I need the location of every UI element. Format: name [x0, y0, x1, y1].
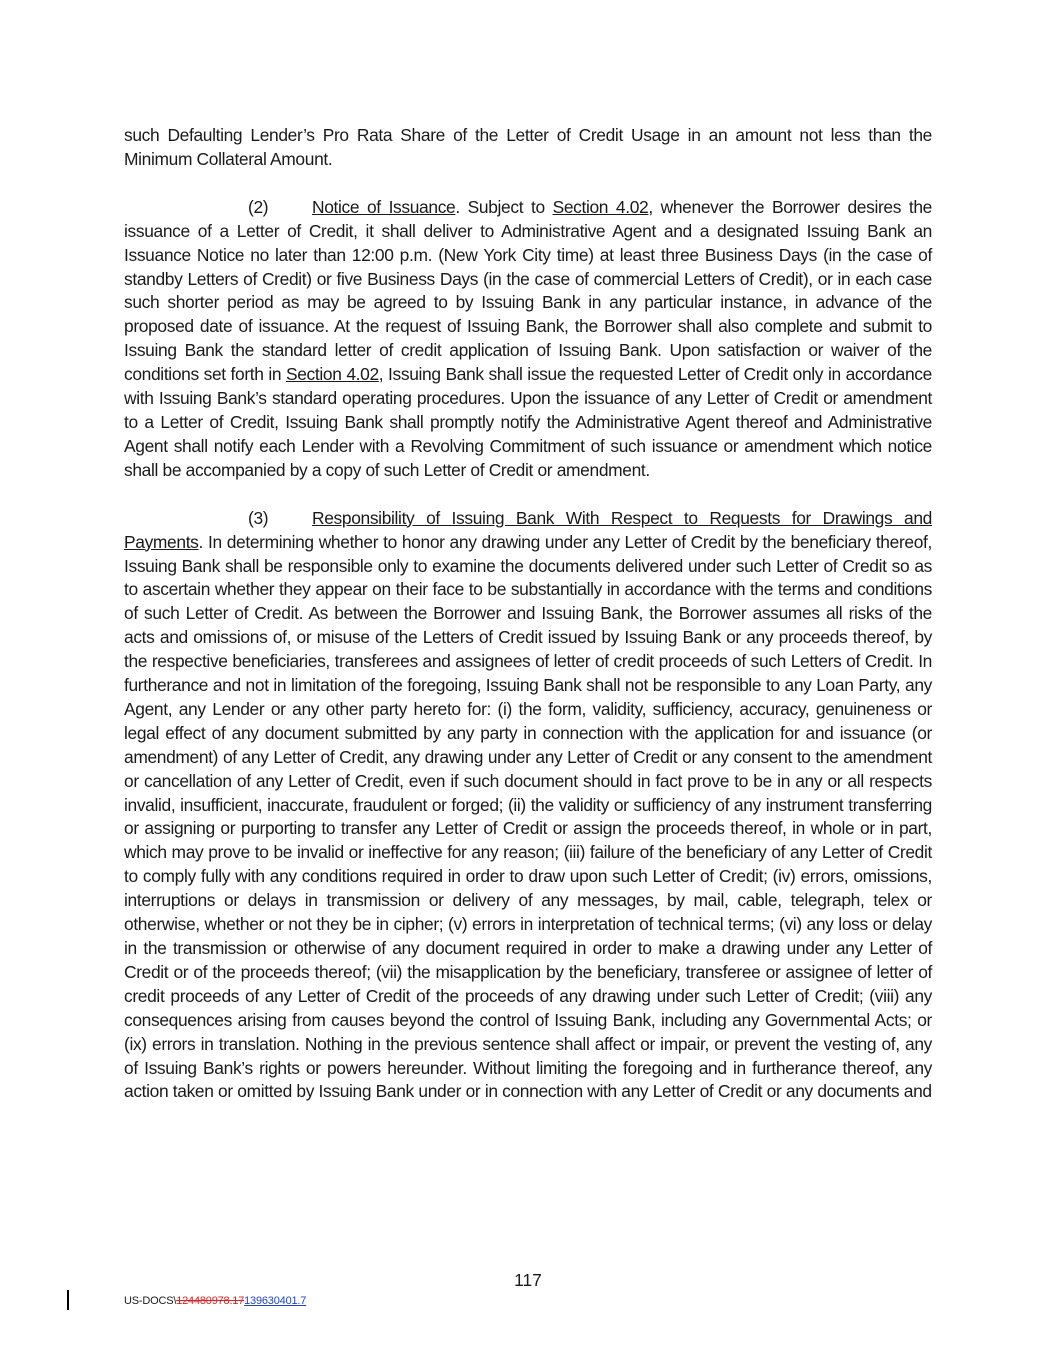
section-2-heading: Notice of Issuance [312, 196, 456, 217]
section-reference-link: Section 4.02 [285, 364, 379, 385]
revision-change-bar [67, 1290, 69, 1310]
section-3-text: . In determining whether to honor any drawing under any Letter of Credit by the beneficiary thereof, Issuing Bank shall be responsible only to examine the documents delivered under such Letter of Credit so as to ascertain whether they appear on their face to be substantially in accordance with the terms and conditions of such Letter of Credit. As between the Borrower and Issuing Bank, the Borrower assumes all risks of the acts and omissions of, or misuse of the Letters of Credit issued by Issuing Bank or any proceeds thereof, by the respective beneficiaries, transferees and assignees of letter of credit proceeds of such Letters of Credit. In furtherance and not in limitation of the foregoing, Issuing Bank shall not be responsible to any Loan Party, any Agent, any Lender or any other party hereto for: (i) the form, validity, sufficiency, accuracy, genuineness or legal effect of any document submitted by any party in connection with the application for and issuance (or amendment) of any Letter of Credit, any drawing under any Letter of Credit or any consent to the amendment or cancellation of any Letter of Credit, even if such document should in fact prove to be in any or all respects invalid, insufficient, inaccurate, fraudulent or forged; (ii) the validity or sufficiency of any instrument transferring or assigning or purporting to transfer any Letter of Credit or assign the proceeds thereof, in whole or in part, which may prove to be invalid or ineffective for any reason; (iii) failure of the beneficiary of any Letter of Credit to comply fully with any conditions required in order to draw upon such Letter of Credit; (iv) errors, omissions, interruptions or delays in transmission or delivery of any messages, by mail, cable, telegraph, telex or otherwise, whether or not they be in cipher; (v) errors in interpretation of technical terms; (vi) any loss or delay in the transmission or otherwise of any document required in order to make a drawing under any Letter of Credit or of the proceeds thereof; (vii) the misapplication by the beneficiary, transferee or assignee of letter of credit proceeds of any Letter of Credit of the proceeds of any drawing under such Letter of Credit; (viii) any consequences arising from causes beyond the control of Issuing Bank, including any Governmental Acts; or (ix) errors in translation. Nothing in the previous sentence shall affect or impair, or prevent the vesting of, any of Issuing Bank’s rights or powers hereunder. Without limiting the foregoing and in furtherance thereof, any action taken or omitted by Issuing Bank under or in connection with any Letter of Credit or any documents and [124, 531, 932, 1102]
document-id-footer [124, 1294, 306, 1308]
inserted-doc-id: 139630401.7 [244, 1295, 307, 1307]
document-page [124, 124, 932, 1104]
section-2-paragraph [124, 196, 932, 483]
section-3-heading: Responsibility of Issuing Bank With Respect to Requests for Drawings and Payments [124, 507, 932, 552]
section-3-paragraph [124, 507, 932, 1105]
doc-id-prefix: US-DOCS\ [124, 1295, 177, 1307]
section-2-number: (2) [248, 196, 269, 217]
section-2-text-3: , Issuing Bank shall issue the requested Letter of Credit only in accordance with Issuing Bank’s standard operating procedures. Upon the issuance of any Letter of Credit or amendment to a Letter of Credit, Issuing Bank shall promptly notify the Administrative Agent thereof and Administrative Agent shall notify each Lender with a Revolving Commitment of such issuance or amendment which notice shall be accompanied by a copy of such Letter of Credit or amendment. [124, 364, 932, 480]
section-2-text-1: . Subject to [455, 196, 553, 217]
carryover-text: such Defaulting Lender’s Pro Rata Share of the Letter of Credit Usage in an amount not less than the Minimum Collateral Amount. [124, 125, 932, 169]
carryover-paragraph [124, 124, 932, 172]
paragraph-spacer [124, 483, 932, 507]
section-3-number: (3) [248, 507, 269, 528]
paragraph-spacer [124, 172, 932, 196]
deleted-doc-id: 124480978.17 [176, 1295, 245, 1307]
page-number: 117 [514, 1270, 542, 1290]
section-reference-link: Section 4.02 [552, 196, 649, 217]
section-2-text-2: , whenever the Borrower desires the issuance of a Letter of Credit, it shall deliver to Administrative Agent and a designated Issuing Bank an Issuance Notice no later than 12:00 p.m. (New York City time) at least three Business Days (in the case of standby Letters of Credit) or five Business Days (in the case of commercial Letters of Credit), or in each case such shorter period as may be agreed to by Issuing Bank in any particular instance, in advance of the proposed date of issuance. At the request of Issuing Bank, the Borrower shall also complete and submit to Issuing Bank the standard letter of credit application of Issuing Bank. Upon satisfaction or waiver of the conditions set forth in [124, 196, 932, 385]
